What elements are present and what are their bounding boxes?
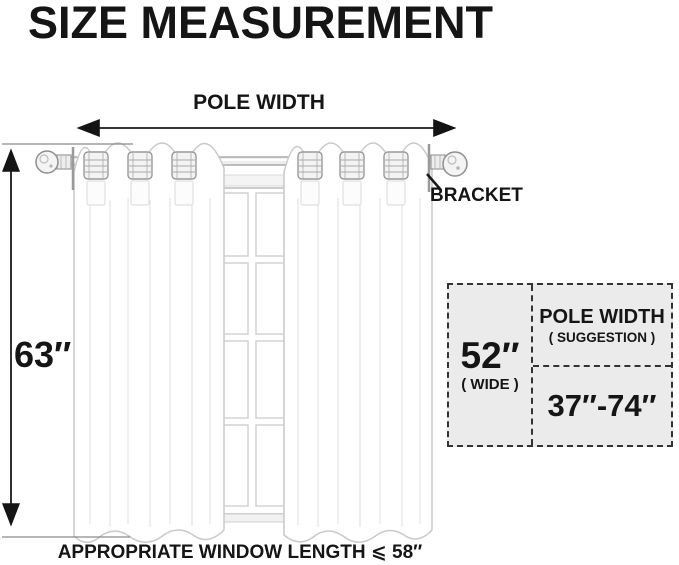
curtain-width-note: ( WIDE ) xyxy=(461,376,519,394)
curtain-width-value: 52″ xyxy=(460,334,520,376)
right-curtain-panel xyxy=(284,143,432,542)
curtain-length-label: 63″ xyxy=(14,334,72,375)
spec-cell-pole-width-title xyxy=(533,285,671,367)
size-spec-box xyxy=(447,283,673,447)
bracket-label: BRACKET xyxy=(430,185,523,206)
pole-width-suggestion-title: POLE WIDTH xyxy=(539,305,665,328)
spec-cell-width xyxy=(449,285,533,445)
pole-width-label: POLE WIDTH xyxy=(193,91,325,114)
left-curtain-panel xyxy=(74,143,224,542)
pole-width-range-value: 37″-74″ xyxy=(547,388,657,423)
left-finial xyxy=(36,147,73,190)
page-title: SIZE MEASUREMENT xyxy=(28,0,494,48)
window-length-label: APPROPRIATE WINDOW LENGTH ⩽ 58″ xyxy=(57,542,423,563)
spec-cell-pole-width-range xyxy=(533,367,671,445)
pole-width-suggestion-note: ( SUGGESTION ) xyxy=(548,329,656,345)
